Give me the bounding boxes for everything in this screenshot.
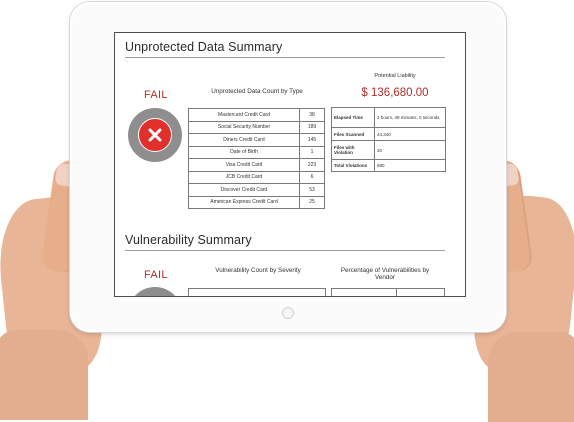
count-cell: 1: [300, 146, 325, 159]
liability-label: Potential Liability: [374, 73, 416, 79]
stat-value: 44,340: [375, 128, 446, 141]
type-cell: American Express Credit Card: [189, 196, 300, 209]
table-row: [189, 121, 325, 134]
table-row: [332, 108, 446, 128]
table-row: [189, 184, 325, 197]
table-row: [332, 128, 446, 141]
table-row: [332, 141, 446, 160]
type-cell: Visa Credit Card: [189, 159, 300, 172]
table-row: [189, 134, 325, 147]
type-cell: Mastercard Credit Card: [189, 109, 300, 122]
type-cell: Discover Credit Card: [189, 184, 300, 197]
report-screen: [115, 33, 465, 296]
count-cell: 223: [300, 159, 325, 172]
stat-label: Files with Violation: [332, 141, 375, 160]
section-divider: [125, 250, 445, 251]
count-by-type-table: [188, 108, 325, 209]
table-row: [189, 196, 325, 209]
table-row: [189, 159, 325, 172]
status-badge: [128, 287, 182, 296]
section-title-vulnerability: Vulnerability Summary: [125, 233, 252, 247]
type-cell: Date of Birth: [189, 146, 300, 159]
liability-value: $ 136,680.00: [361, 87, 429, 99]
fail-x-icon: [138, 118, 172, 152]
status-label: FAIL: [144, 89, 168, 101]
count-cell: 38: [300, 109, 325, 122]
section-divider: [125, 57, 445, 58]
left-wrist: [0, 330, 88, 420]
table-row: [332, 160, 446, 172]
vendor-table: [331, 288, 445, 296]
stat-value: 20: [375, 141, 446, 160]
stat-label: Elapsed Time: [332, 108, 375, 128]
stat-label: Files Scanned: [332, 128, 375, 141]
severity-caption: Vulnerability Count by Severity: [215, 267, 301, 274]
type-cell: JCB Credit Card: [189, 171, 300, 184]
section-title-unprotected: Unprotected Data Summary: [125, 40, 283, 54]
count-cell: 6: [300, 171, 325, 184]
stat-value: 680: [375, 160, 446, 172]
count-cell: 53: [300, 184, 325, 197]
stat-label: Total Violations: [332, 160, 375, 172]
count-cell: 189: [300, 121, 325, 134]
count-cell: 25: [300, 196, 325, 209]
table-row: [189, 109, 325, 122]
type-cell: Social Security Number: [189, 121, 300, 134]
status-badge: [128, 108, 182, 162]
table-row: [189, 171, 325, 184]
count-table-caption: Unprotected Data Count by Type: [211, 88, 303, 95]
scan-stats-table: [331, 107, 446, 172]
status-label: FAIL: [144, 269, 168, 281]
home-button[interactable]: [282, 307, 294, 319]
table-row: [189, 146, 325, 159]
right-wrist: [488, 332, 574, 422]
vendor-caption: Percentage of Vulnerabilities by Vendor: [340, 267, 430, 281]
type-cell: Diners Credit Card: [189, 134, 300, 147]
severity-table: [188, 288, 326, 296]
count-cell: 145: [300, 134, 325, 147]
stat-value: 2 hours, 49 minutes, 0 seconds: [375, 108, 446, 128]
column-divider: [396, 289, 397, 296]
